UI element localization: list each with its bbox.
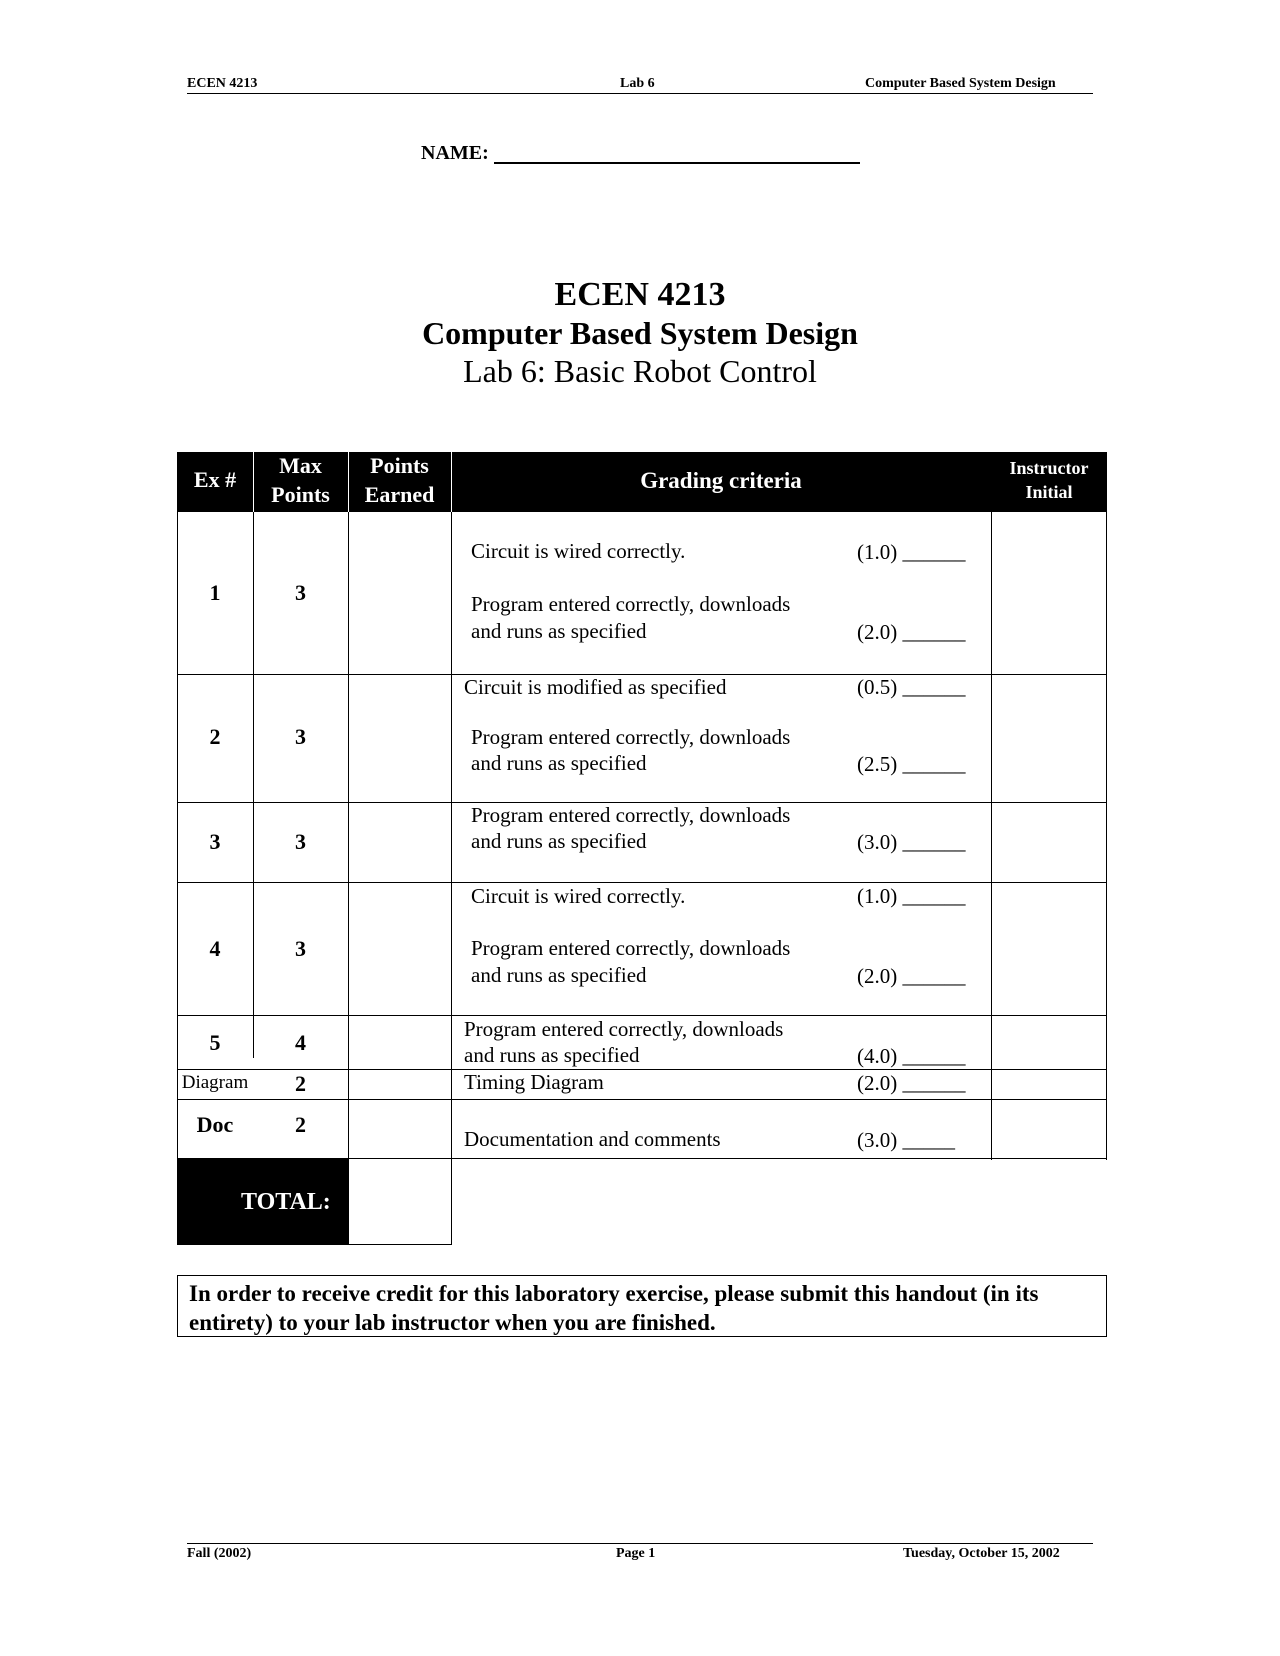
row-1-score-1[interactable]: (1.0) ______	[857, 540, 966, 564]
col-header-earned-2: Earned	[364, 482, 435, 507]
row-2-score-2[interactable]: (2.5) ______	[857, 752, 966, 776]
row-2-max: 3	[295, 724, 306, 749]
row-4-criterion-1: Circuit is wired correctly.	[471, 884, 686, 908]
footer-date: Tuesday, October 15, 2002	[903, 1546, 1060, 1561]
row-diagram-score[interactable]: (2.0) ______	[857, 1071, 966, 1095]
name-field-line[interactable]	[494, 162, 860, 164]
row-1-criterion-2: Program entered correctly, downloads	[471, 592, 791, 616]
row-5-criterion-1: Program entered correctly, downloads	[464, 1017, 784, 1041]
row-doc-ex: Doc	[196, 1112, 234, 1137]
row-diagram-max: 2	[295, 1071, 306, 1096]
row-doc-score[interactable]: (3.0) _____	[857, 1128, 955, 1152]
row-4-score-2[interactable]: (2.0) ______	[857, 964, 966, 988]
row-diagram-criterion: Timing Diagram	[464, 1070, 604, 1094]
row-3-criterion-1-line2: and runs as specified	[471, 829, 647, 853]
col-header-instructor-2: Initial	[1025, 482, 1073, 502]
row-5-ex: 5	[209, 1030, 221, 1055]
row-doc-criterion: Documentation and comments	[464, 1127, 721, 1151]
row-2-criterion-2-line2: and runs as specified	[471, 751, 647, 775]
row-4-score-1[interactable]: (1.0) ______	[857, 884, 966, 908]
name-label: NAME:	[421, 142, 489, 164]
row-2-criterion-1: Circuit is modified as specified	[464, 675, 727, 699]
row-1-max: 3	[295, 580, 306, 605]
total-points-field[interactable]	[349, 1159, 451, 1244]
row-3-max: 3	[295, 829, 306, 854]
title-course-name: Computer Based System Design	[422, 315, 858, 351]
row-doc-max: 2	[295, 1112, 306, 1137]
footer-term: Fall (2002)	[187, 1546, 252, 1561]
row-3-ex: 3	[209, 829, 221, 854]
total-label-box	[177, 1159, 349, 1245]
row-2-score-1[interactable]: (0.5) ______	[857, 675, 966, 699]
title-lab: Lab 6: Basic Robot Control	[463, 353, 817, 389]
col-header-earned: Points	[370, 453, 429, 478]
grid-line	[348, 1244, 452, 1245]
row-4-ex: 4	[209, 936, 221, 961]
footer-rule	[187, 1543, 1093, 1544]
grid-line	[1106, 512, 1107, 1160]
row-3-criterion-1: Program entered correctly, downloads	[471, 803, 791, 827]
total-label: TOTAL:	[241, 1189, 331, 1215]
row-5-max: 4	[295, 1030, 306, 1055]
grid-line	[177, 1069, 1107, 1070]
row-2-criterion-2: Program entered correctly, downloads	[471, 725, 791, 749]
title-course: ECEN 4213	[554, 276, 726, 313]
header-rule	[187, 93, 1093, 94]
grid-line	[348, 512, 349, 1244]
row-5-score-1[interactable]: (4.0) ______	[857, 1044, 966, 1068]
row-1-criterion-1: Circuit is wired correctly.	[471, 539, 686, 563]
row-2-ex: 2	[209, 724, 221, 749]
col-header-max: Max	[279, 453, 322, 478]
row-4-criterion-2-line2: and runs as specified	[471, 963, 647, 987]
col-header-ex: Ex #	[193, 467, 237, 492]
col-header-instructor: Instructor	[1009, 458, 1089, 478]
col-header-max-2: Points	[271, 482, 330, 507]
col-header-criteria: Grading criteria	[640, 468, 802, 493]
grid-line	[177, 1099, 1107, 1100]
header-course: ECEN 4213	[187, 76, 258, 91]
row-4-max: 3	[295, 936, 306, 961]
row-3-score-1[interactable]: (3.0) ______	[857, 830, 966, 854]
footer-page: Page 1	[616, 1546, 656, 1561]
row-diagram-ex: Diagram	[181, 1072, 249, 1093]
header-lab: Lab 6	[620, 76, 655, 91]
submission-note: In order to receive credit for this laboratory exercise, please submit this handout (in its entirety) to your lab instructor when you are finished.	[177, 1275, 1107, 1337]
header-title: Computer Based System Design	[865, 76, 1056, 91]
grading-table	[177, 452, 1107, 1244]
grid-line	[991, 512, 992, 1160]
row-1-criterion-2-line2: and runs as specified	[471, 619, 647, 643]
grid-line	[451, 512, 452, 1244]
row-1-ex: 1	[209, 580, 221, 605]
row-1-score-2[interactable]: (2.0) ______	[857, 620, 966, 644]
row-5-criterion-1-line2: and runs as specified	[464, 1043, 640, 1067]
row-4-criterion-2: Program entered correctly, downloads	[471, 936, 791, 960]
